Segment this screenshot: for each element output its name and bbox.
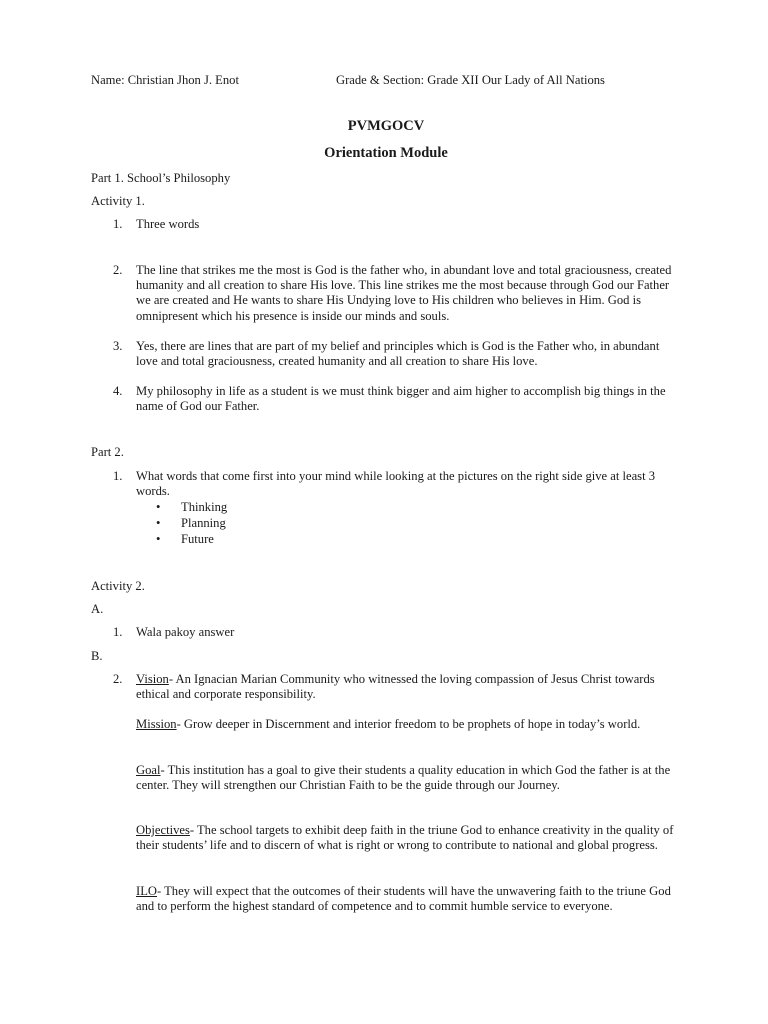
bullet-item: Planning (181, 516, 226, 530)
part2-question: What words that come first into your mind while looking at the pictures on the right side give at least 3 words. (136, 469, 656, 499)
objectives-label: Objectives (136, 823, 190, 837)
ilo-label: ILO (136, 884, 157, 898)
item-number: 1. (113, 469, 123, 483)
mission-text: - Grow deeper in Discernment and interior freedom to be prophets of hope in today’s world. (176, 717, 641, 731)
bullet-icon: • (156, 500, 161, 514)
goal-paragraph (136, 763, 681, 793)
list-item: My philosophy in life as a student is we must think bigger and aim higher to accomplish big things in the name of God our Father. (136, 384, 666, 414)
item-number: 1. (113, 217, 123, 231)
section-b-label: B. (91, 649, 103, 663)
activity1-heading: Activity 1. (91, 194, 145, 208)
list-item: The line that strikes me the most is God is the father who, in abundant love and total graciousness, created humanity and all creation to share His love. This line strikes me the most because through God our Father we are created and He wants to share His Undying love to His children who believes in Him. God is omnipresent which his presence is inside our minds and souls. (136, 263, 672, 323)
goal-label: Goal (136, 763, 161, 777)
list-item: Yes, there are lines that are part of my belief and principles which is God is the Father who, in abundant love and total graciousness, created humanity and all creation to share His love. (136, 339, 660, 369)
document-title: PVMGOCV (347, 118, 425, 134)
vision-text: - An Ignacian Marian Community who witnessed the loving compassion of Jesus Christ towards ethical and corporate responsibility. (136, 672, 655, 702)
objectives-paragraph (136, 823, 681, 853)
ilo-text: - They will expect that the outcomes of their students will have the unwavering faith to the triune God and to perform the highest standard of competence and to commit humble service to everyone. (136, 884, 671, 914)
item-number: 3. (113, 339, 123, 353)
objectives-text: - The school targets to exhibit deep faith in the triune God to enhance creativity in the quality of their students’ life and to discern of what is right or wrong to contribute to national and global progress. (136, 823, 674, 853)
vision-label: Vision (136, 672, 169, 686)
mission-label: Mission (136, 717, 177, 731)
list-item: Three words (136, 217, 200, 231)
item-number: 1. (113, 625, 123, 639)
bullet-icon: • (156, 516, 161, 530)
activity2-heading: Activity 2. (91, 579, 145, 593)
vision-paragraph (136, 672, 681, 702)
student-name: Name: Christian Jhon J. Enot (91, 73, 239, 87)
bullet-item: Future (181, 532, 214, 546)
part2-heading: Part 2. (91, 445, 124, 459)
bullet-icon: • (156, 532, 161, 546)
part1-heading: Part 1. School’s Philosophy (91, 171, 231, 185)
document-subtitle: Orientation Module (324, 145, 448, 161)
ilo-paragraph (136, 884, 681, 914)
item-number: 4. (113, 384, 123, 398)
item-number: 2. (113, 672, 123, 686)
list-item: Wala pakoy answer (136, 625, 235, 639)
section-a-label: A. (91, 602, 104, 616)
goal-text: - This institution has a goal to give their students a quality education in which God the father is at the center. They will strengthen our Christian Faith to be the guide through our Journey. (136, 763, 671, 793)
item-number: 2. (113, 263, 123, 277)
mission-paragraph (136, 717, 681, 732)
grade-section: Grade & Section: Grade XII Our Lady of All Nations (336, 73, 605, 87)
bullet-item: Thinking (181, 500, 228, 514)
